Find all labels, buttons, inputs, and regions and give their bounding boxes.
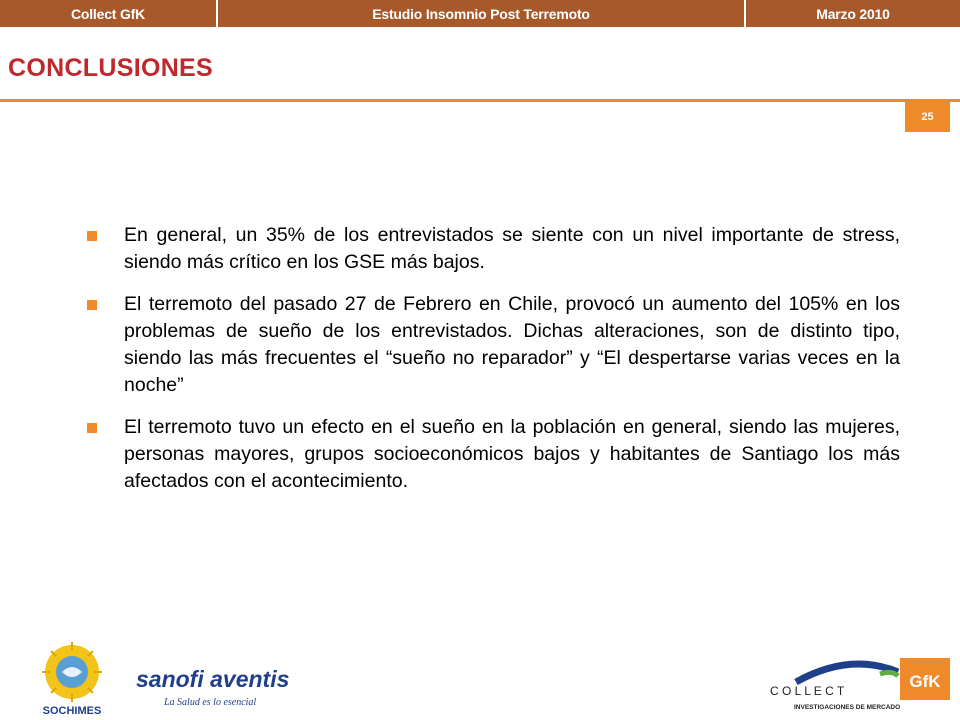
sanofi-name: sanofi aventis xyxy=(136,666,290,692)
header-study-title: Estudio Insomnio Post Terremoto xyxy=(218,0,746,27)
list-item xyxy=(82,414,900,495)
sochimes-logo xyxy=(32,640,112,718)
bullet-text: El terremoto del pasado 27 de Febrero en Chile, provocó un aumento del 105% en los problemas de sueño de los entrevistados. Dichas alteraciones, son de distinto tipo, siendo las más frecuentes el “sueño no reparador” y “El despertarse varias veces en la noche” xyxy=(124,293,900,396)
conclusions-list xyxy=(82,222,900,510)
bullet-square-icon xyxy=(87,300,97,310)
header-date: Marzo 2010 xyxy=(746,0,960,27)
collect-subtitle: INVESTIGACIONES DE MERCADO xyxy=(794,704,901,711)
bullet-text: En general, un 35% de los entrevistados se siente con un nivel importante de stress, siendo más crítico en los GSE más bajos. xyxy=(124,224,900,273)
collect-name: C O L L E C T xyxy=(770,684,845,698)
title-divider xyxy=(0,99,960,102)
bullet-square-icon xyxy=(87,231,97,241)
bullet-text: El terremoto tuvo un efecto en el sueño en la población en general, siendo las mujeres, personas mayores, grupos socioeconómicos bajos y habitantes de Santiago los más afectados con el acontecimiento. xyxy=(124,416,900,492)
sun-icon xyxy=(42,642,102,702)
bullet-square-icon xyxy=(87,423,97,433)
sanofi-aventis-logo xyxy=(130,660,310,710)
header-bar xyxy=(0,0,960,27)
sanofi-tagline: La Salud es lo esencial xyxy=(164,697,257,708)
header-company: Collect GfK xyxy=(0,0,218,27)
page-title: CONCLUSIONES xyxy=(8,54,214,82)
collect-gfk-logo xyxy=(760,654,956,718)
sochimes-label: SOCHIMES xyxy=(42,705,102,717)
list-item xyxy=(82,291,900,399)
list-item xyxy=(82,222,900,276)
page-number: 25 xyxy=(905,102,950,132)
gfk-label: GfK xyxy=(909,672,941,691)
